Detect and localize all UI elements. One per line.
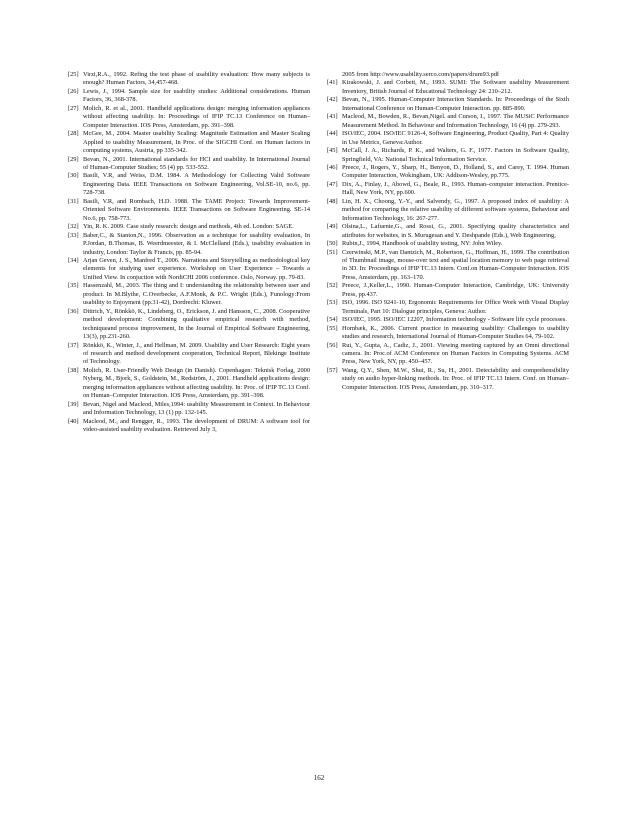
- reference-item: [68, 367, 310, 401]
- reference-item: [327, 164, 569, 181]
- reference-number: [44]: [327, 130, 338, 138]
- reference-item: [68, 130, 310, 155]
- reference-text: Hornbæk, K., 2006. Current practice in measuring usability: Challenges to usability studies and research, International Journal of Human-Computer Studies 64, 79-102.: [342, 324, 569, 341]
- reference-item: [327, 96, 569, 113]
- reference-item: [327, 240, 569, 248]
- reference-text: Arjan Geven, J. S., Manfred T., 2006. Narrations and Storytelling as methodological key elements for studying user experience. Workshop on User Experience – Towards a Unified View. In conjuction with NordiCHI 2006 conference. Oslo, Norway. pp. 79-83.: [83, 256, 310, 281]
- reference-item: [68, 88, 310, 105]
- reference-number: [48]: [327, 197, 338, 205]
- reference-number: [25]: [68, 71, 79, 78]
- reference-text: McCall, J. A., Richards, P. K., and Walters, G. F., 1977. Factors in Software Quality, Springfield, VA: National Technical Information Service.: [342, 147, 569, 163]
- reference-number: [27]: [68, 104, 79, 112]
- reference-item: [68, 342, 310, 367]
- references-left-column: [68, 71, 310, 434]
- reference-number: [42]: [327, 96, 338, 104]
- reference-number: [54]: [327, 316, 338, 324]
- reference-item: [68, 232, 310, 257]
- reference-text: ISO/IEC, 2004. ISO/IEC 9126-4, Software Engineering, Product Quality, Part 4: Quality in Use Metrics, Geneva:Author.: [342, 130, 569, 146]
- reference-text: Rui, Y., Gupta, A., Cadiz, J., 2001. Viewing meeting captured by an Omni directional camera. In: Proc.of ACM Conference on Human Factors in Computing Systems. ACM Press, New York, NY, pp. 450–457.: [342, 341, 569, 366]
- reference-text: Preece, J.,Keller,L., 1990. Human-Computer Interaction, Cambridge, UK: University Press, pp.437.: [342, 282, 569, 298]
- reference-item: [327, 325, 569, 342]
- reference-text: McGee, M., 2004. Master usability Scaling: Magnitude Estimation and Master Scaling Applied to usability Measurement, In Proc. of the SIGCHI Conf. on Human factors in computing systems, Austria, pp 335-342.: [83, 130, 310, 155]
- reference-number: [28]: [68, 130, 79, 138]
- reference-item: [68, 223, 310, 231]
- reference-number: [43]: [327, 113, 338, 121]
- reference-number: [35]: [68, 282, 79, 290]
- reference-number: [46]: [327, 163, 338, 171]
- reference-number: [38]: [68, 366, 79, 374]
- reference-text: ISO/IEC, 1995. ISO/IEC 12207, Information technology - Software life cycle processes.: [342, 316, 567, 324]
- reference-number: [56]: [327, 341, 338, 349]
- reference-number: [31]: [68, 197, 79, 205]
- reference-text: Preece, J., Rogers, Y., Sharp, H., Benyon, D., Holland, S., and Carey, T. 1994. Human Computer Interaction, Wokingham, UK: Addison-Wesley, pp.775.: [342, 163, 569, 180]
- reference-item: [327, 223, 569, 240]
- reference-text: Molich, R. User-Friendly Web Design (in Danish). Copenhagen: Teknisk Forlag, 2000 Nyberg, M., Bjork, S., Goldstein, M., Redström, J., 2001. Handheld applications design: merging information appliances without affecting usability. In: Proc. of IFIP TC.13 Conf. on Human–Computer Interaction. IOS Press, Amsterdam, pp. 391–398.: [83, 366, 310, 400]
- page-number: 162: [313, 774, 325, 782]
- reference-item: [327, 282, 569, 299]
- reference-number: [49]: [327, 223, 338, 231]
- reference-item: [327, 316, 569, 324]
- reference-number: [52]: [327, 282, 338, 290]
- reference-text: Macleod, M., Bowden, R., Bevan,Nigel. and Curson, I., 1997. The MUSiC Performance Measurement Method. In Behaviour and Information Technology, 16 (4) pp. 279-293.: [342, 113, 569, 129]
- reference-text: Virzi,R.A., 1992. Refing the test phase of usability evaluation: How many subjects is enough? Human Factors, 34,457-468.: [83, 71, 310, 87]
- reference-item: [68, 418, 310, 435]
- reference-number: [39]: [68, 400, 79, 408]
- reference-text: 2005 from http://www.usability.serco.com/papers/drum93.pdf: [342, 71, 500, 78]
- reference-number: [40]: [68, 417, 79, 425]
- reference-text: Lewis, J., 1994. Sample size for usability studies: Additional considerations. Human Factors, 36, 368-378.: [83, 87, 310, 104]
- reference-item: [327, 130, 569, 147]
- reference-number: [29]: [68, 155, 79, 163]
- reference-number: [50]: [327, 240, 338, 248]
- reference-number: [55]: [327, 324, 338, 332]
- reference-item: [327, 113, 569, 130]
- reference-text: Basili, V.R, and Rombach, H.D. 1988. The TAME Project: Towards Improvement-Oriented Software Environments. IEEE Transactions on Software Engineering. SE-14 No.6, pp. 758-773.: [83, 197, 310, 222]
- reference-text: Dittrich, Y., Rönkkö, K., Lindeberg, O., Erickson, J. and Hansson, C., 2008. Cooperative method development: Combining qualitative empirical research with method, techniqueand process improvement, In the Journal of Empirical Software Engineering, 13(3), pp.231-260.: [83, 307, 310, 341]
- reference-text: Rubin,J., 1994, Handbook of usability testing, NY: John Wiley.: [342, 240, 503, 248]
- reference-number: [41]: [327, 79, 338, 87]
- reference-text: Wang, Q.Y., Shen, M.W., Shui, R., Su, H., 2001. Detectability and comprehensibility study on audio hyper-linking methods. In: Proc. of IFIP TC.13 Intern. Conf. on Human–Computer Interaction. IOS Press, Amsterdam, pp. 310–317.: [342, 366, 569, 391]
- reference-number: [26]: [68, 87, 79, 95]
- reference-text: Olsina,L., Lafuente,G., and Rossi, G., 2001. Specifying quality characteristics and attributes for websites, in S. Murugesan and Y. Deshpande (Eds.), Web Engineering,: [342, 223, 569, 239]
- reference-text: Baber,C., & Stanton,N., 1996. Observation as a technique for usability evaluation, In P.Jordan, B.Thomas, B. Weerdmeester, & I. McClelland (Eds.), usability evaluation in industry, London: Taylor & Francis, pp. 85-94.: [83, 231, 310, 256]
- reference-item: [327, 198, 569, 223]
- reference-item: [327, 71, 569, 79]
- reference-text: ISO, 1996. ISO 9241-10, Ergonomic Requirements for Office Work with Visual Display Terminals, Part 10: Dialogue principles, Geneva: Author.: [342, 299, 569, 315]
- reference-number: [327, 71, 342, 79]
- reference-item: [68, 308, 310, 342]
- reference-item: [68, 282, 310, 307]
- reference-text: Hassenzahl, M., 2003. The thing and I: understanding the relationship between user and product. In M.Blythe, C.Overbecke, A.F.Monk, & P.C. Wright (Eds.), Funology:From usability to Enjoyment (pp.31-42), Dordrecht: Kluwer.: [83, 282, 310, 307]
- reference-text: Bevan, Nigel and Macleod, Miles,1994: usability Measurement in Context. In Behaviour and Information Technology, 13 (1) pp. 132-145.: [83, 400, 310, 417]
- reference-item: [68, 401, 310, 418]
- reference-item: [327, 299, 569, 316]
- reference-text: Czerwinski, M.P., van Dantzich, M., Robertson, G., Hoffman, H., 1999. The contribution of Thumbnail image, mouse-over text and spatial location memory to web page retrieval in 3D. In: Proceedings of IFIP TC.13 Intern. Conf.on Human–Computer Interaction. IOS Press, Amsterdam, pp. 163–170.: [342, 248, 569, 281]
- reference-text: Rönkkö, K., Winter, J., and Hellman, M. 2009. Usability and User Research: Eight years of research and method development cooperation, Technical Report, Blekinge Institute of Technology.: [83, 341, 310, 366]
- reference-item: [68, 172, 310, 197]
- reference-item: [327, 249, 569, 283]
- reference-item: [327, 79, 569, 96]
- reference-number: [51]: [327, 248, 338, 256]
- reference-item: [68, 257, 310, 282]
- reference-number: [34]: [68, 256, 79, 264]
- reference-text: Basili, V.R, and Weiss, D.M. 1984. A Methodology for Collecting Valid Software Engineering Data. IEEE Transactions on Software Engineering, Vol.SE-10, no.6, pp. 728-738.: [83, 172, 310, 197]
- reference-item: [68, 156, 310, 173]
- reference-item: [327, 342, 569, 367]
- reference-number: [32]: [68, 223, 79, 231]
- reference-number: [47]: [327, 180, 338, 188]
- references-right-column: [327, 71, 569, 392]
- reference-number: [36]: [68, 307, 79, 315]
- reference-text: Dix, A., Finlay, J., Abowd, G., Beale, R., 1993. Human–computer interaction. Prentice-Hall, New York, NY, pp.600.: [342, 180, 569, 197]
- reference-number: [33]: [68, 231, 79, 239]
- reference-item: [327, 367, 569, 392]
- reference-item: [68, 105, 310, 130]
- reference-text: Bevan, N., 2001. International standards for HCI and usability. In International Journal of Human-Computer Studies; 55 (4) pp. 533-552.: [83, 155, 310, 171]
- reference-item: [327, 181, 569, 198]
- reference-item: [68, 71, 310, 88]
- reference-item: [68, 198, 310, 223]
- reference-text: Yin, R. K. 2009. Case study research: design and methods, 4th ed. London: SAGE.: [83, 223, 294, 231]
- reference-number: [30]: [68, 172, 79, 180]
- reference-text: Kirakowski, J. and Corbett, M., 1993. SUMI: The Software usability Measurement Inventory, British Journal of Educational Technology 24: 210–212.: [342, 79, 569, 95]
- reference-number: [37]: [68, 341, 79, 349]
- reference-number: [57]: [327, 366, 338, 374]
- reference-text: Molich, R. et al., 2001. Handheld applications design: merging information appliances without affecting usability. In: Proceedings of IFIP TC.13 Conference on Human–Computer Interaction. IOS Press, Amsterdam, pp. 391–398.: [83, 104, 310, 129]
- reference-text: Macleod, M., and Rengger, R., 1993. The development of DRUM: A software tool for video-assisted usability evaluation. Retrieved July 3,: [83, 417, 310, 434]
- reference-number: [45]: [327, 147, 338, 155]
- reference-text: Lin, H. X., Choong, Y.-Y., and Salvendy, G., 1997. A proposed index of usability: A method for comparing the relative usability of different software systems, Behaviour and Information Technology, 16: 267-277.: [342, 197, 569, 222]
- reference-item: [327, 147, 569, 164]
- reference-text: Bevan, N., 1995. Human-Computer Interaction Standards. In: Proceedings of the Sixth International Conference on Human-Computer Interaction. pp. 885-890.: [342, 96, 569, 112]
- reference-number: [53]: [327, 299, 338, 307]
